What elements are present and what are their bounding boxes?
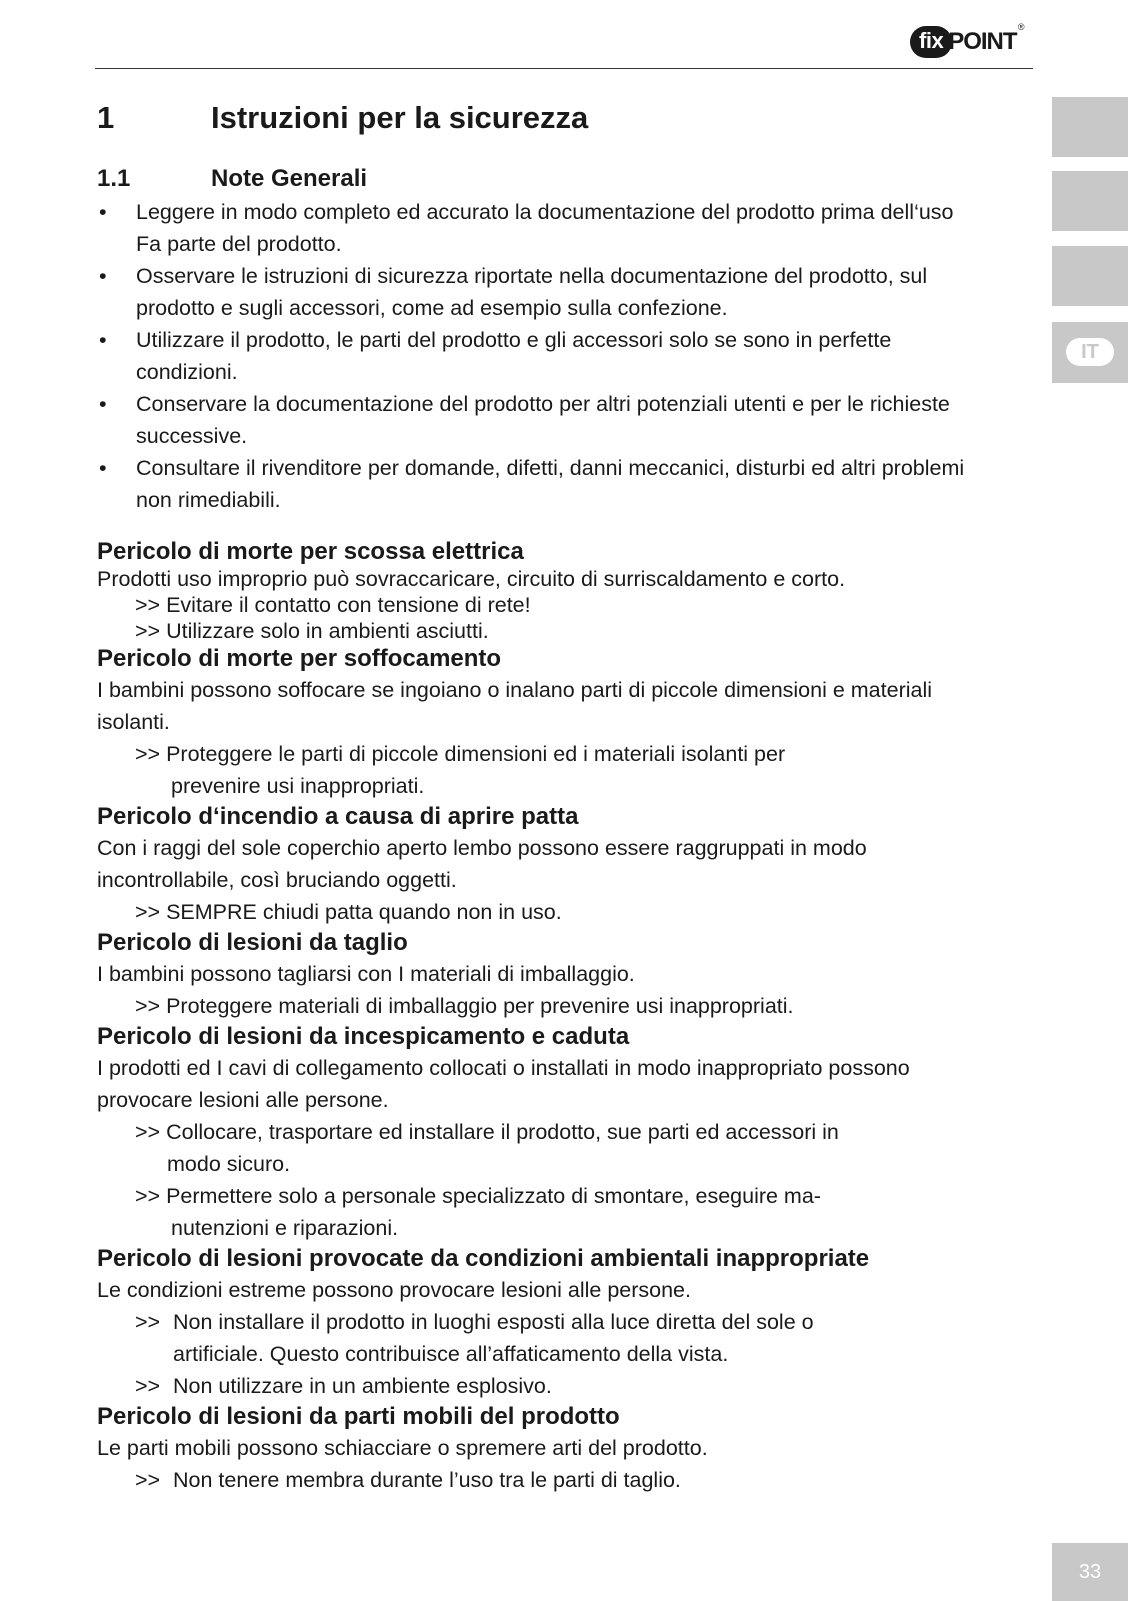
list-item: • Consultare il rivenditore per domande, difetti, danni meccanici, disturbi ed altri problemi non rimediabili. (97, 452, 977, 516)
hazard-step: >> Evitare il contatto con tensione di rete! (135, 593, 531, 617)
logo-text: POINT (948, 28, 1017, 55)
hazard-step-line: nutenzioni e riparazioni. (171, 1216, 399, 1240)
step-marker: >> (135, 1374, 161, 1398)
hazard-step (97, 1116, 977, 1180)
hazard-text: Le condizioni estreme possono provocare lesioni alle persone. (97, 1278, 691, 1302)
hazard-step-line: Non tenere membra durante l’uso tra le parti di taglio. (173, 1468, 681, 1492)
hazard-environment (97, 1244, 977, 1402)
section-title (97, 162, 977, 196)
hazard-step-line: Non utilizzare in un ambiente esplosivo. (173, 1374, 552, 1398)
hazard-text: I prodotti ed I cavi di collegamento collocati o installati in modo inappropriato possono provocare lesioni alle persone. (97, 1056, 910, 1112)
hazard-title: Pericolo di lesioni provocate da condizioni ambientali inappropriate (97, 1245, 870, 1272)
list-item: • Osservare le istruzioni di sicurezza riportate nella documentazione del prodotto, sul prodotto e sugli accessori, come ad esempio sulla confezione. (97, 260, 977, 324)
hazard-cuts (97, 928, 977, 1022)
hazard-electric-shock (97, 538, 977, 644)
language-tab-1[interactable] (1052, 97, 1128, 157)
page-number: 33 (1052, 1543, 1128, 1601)
hazard-step (97, 1306, 977, 1370)
step-marker: >> (135, 1310, 161, 1334)
hazard-step (97, 738, 977, 802)
hazard-step-line: modo sicuro. (167, 1152, 291, 1176)
header-divider (95, 68, 1033, 69)
hazard-step (97, 1370, 977, 1402)
brand-logo (910, 22, 1025, 62)
language-tab-it-label: IT (1066, 338, 1114, 366)
hazard-moving-parts (97, 1402, 977, 1496)
general-notes-list (97, 196, 977, 516)
section-title-text: Note Generali (211, 165, 368, 192)
language-tab-it[interactable] (1052, 322, 1128, 383)
language-tab-2[interactable] (1052, 171, 1128, 231)
hazard-step (97, 1464, 977, 1496)
hazard-step: >> Utilizzare solo in ambienti asciutti. (135, 619, 489, 643)
chapter-number: 1 (97, 100, 115, 135)
step-marker: >> (135, 1468, 161, 1492)
hazard-step-line: >> Proteggere le parti di piccole dimensioni ed i materiali isolanti per (135, 742, 786, 766)
hazard-title: Pericolo di lesioni da parti mobili del prodotto (97, 1403, 620, 1430)
hazard-step: >> Proteggere materiali di imballaggio per prevenire usi inappropriati. (135, 994, 794, 1018)
list-item: • Leggere in modo completo ed accurato la documentazione del prodotto prima dell‘uso Fa parte del prodotto. (97, 196, 977, 260)
hazard-suffocation (97, 644, 977, 802)
hazard-title: Pericolo d‘incendio a causa di aprire patta (97, 803, 579, 830)
hazard-text: Le parti mobili possono schiacciare o spremere arti del prodotto. (97, 1436, 708, 1460)
hazard-step-line: artificiale. Questo contribuisce all’affaticamento della vista. (173, 1342, 729, 1366)
hazard-text: Prodotti uso improprio può sovraccaricare, circuito di surriscaldamento e corto. (97, 567, 846, 591)
chapter-title-text: Istruzioni per la sicurezza (211, 100, 589, 135)
hazard-fire (97, 802, 977, 928)
chapter-title (97, 96, 977, 140)
registered-mark: ® (1017, 22, 1025, 32)
hazard-title: Pericolo di lesioni da incespicamento e caduta (97, 1023, 630, 1050)
hazard-step (97, 1180, 977, 1244)
hazard-step-line: >> Permettere solo a personale specializzato di smontare, eseguire ma- (135, 1184, 821, 1208)
hazard-title: Pericolo di morte per scossa elettrica (97, 538, 524, 565)
section-number: 1.1 (97, 165, 131, 192)
hazard-step-line: prevenire usi inappropriati. (171, 774, 425, 798)
hazard-tripping (97, 1022, 977, 1244)
list-item: • Utilizzare il prodotto, le parti del prodotto e gli accessori solo se sono in perfette condizioni. (97, 324, 977, 388)
list-item: • Conservare la documentazione del prodotto per altri potenziali utenti e per le richieste successive. (97, 388, 977, 452)
language-tab-3[interactable] (1052, 246, 1128, 306)
hazard-title: Pericolo di lesioni da taglio (97, 929, 408, 956)
hazard-title: Pericolo di morte per soffocamento (97, 645, 502, 672)
hazard-step: >> SEMPRE chiudi patta quando non in uso. (135, 900, 562, 924)
logo-badge: fix (910, 26, 952, 58)
hazard-step-line: >> Collocare, trasportare ed installare il prodotto, sue parti ed accessori in (135, 1120, 839, 1144)
hazard-text: Con i raggi del sole coperchio aperto lembo possono essere raggruppati in modo incontrollabile, così bruciando oggetti. (97, 836, 867, 892)
hazard-step-line: Non installare il prodotto in luoghi esposti alla luce diretta del sole o (173, 1310, 814, 1334)
document-body (97, 96, 977, 1496)
hazard-text: I bambini possono soffocare se ingoiano o inalano parti di piccole dimensioni e materiali isolanti. (97, 678, 933, 734)
hazard-text: I bambini possono tagliarsi con I materiali di imballaggio. (97, 962, 635, 986)
